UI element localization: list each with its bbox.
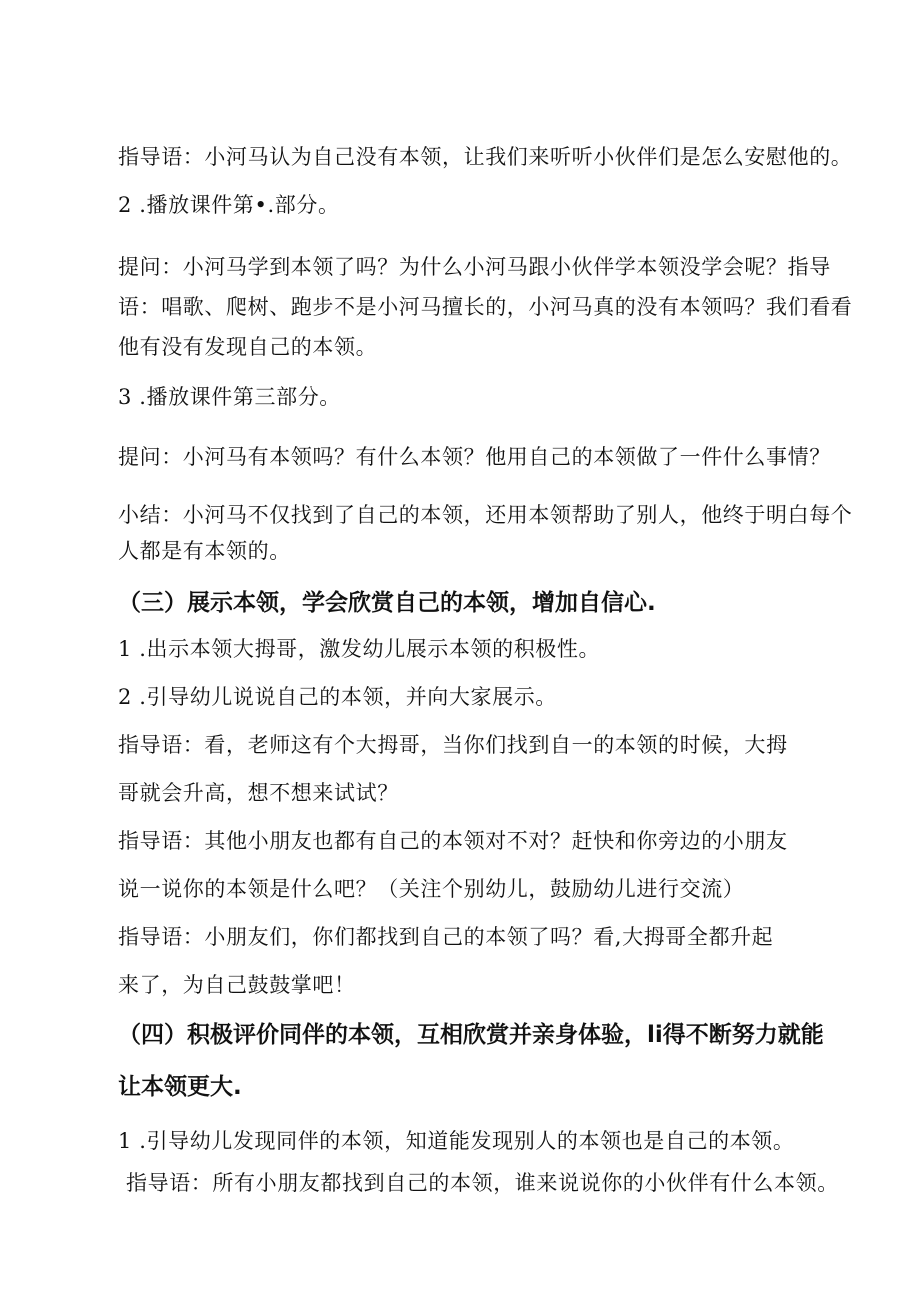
step-line: 3 .播放课件第三部分。 (118, 385, 341, 409)
guide-speech-line: 指导语：小朋友们，你们都找到自己的本领了吗？看,大拇哥全都升起 (118, 925, 774, 949)
guide-speech-line: 说一说你的本领是什么吧？（关注个别幼儿，鼓励幼儿进行交流） (118, 877, 745, 901)
summary-line: 小结：小河马不仅找到了自己的本领，还用本领帮助了别人，他终于明白每个 (118, 503, 853, 527)
step-line: 1 .出示本领大拇哥，激发幼儿展示本领的积极性。 (118, 637, 601, 661)
section-heading: （三）展示本领，学会欣赏自己的本领，增加自信心. (118, 590, 656, 616)
section-heading: （四）积极评价同伴的本领，互相欣赏并亲身体验，li得不断努力就能 (118, 1022, 824, 1048)
guide-speech-line: 指导语：所有小朋友都找到自己的本领，谁来说说你的小伙伴有什么本领。 (126, 1171, 839, 1195)
step-line: 1 .引导幼儿发现同伴的本领，知道能发现别人的本领也是自己的本领。 (118, 1129, 795, 1153)
guide-speech-line: 指导语：小河马认为自己没有本领，让我们来听听小伙伴们是怎么安慰他的。 (118, 145, 853, 169)
question-line: 他有没有发现自己的本领。 (118, 335, 378, 359)
step-line: 2 .引导幼儿说说自己的本领，并向大家展示。 (118, 685, 557, 709)
section-heading: 让本领更大. (118, 1074, 242, 1100)
guide-speech-line: 来了，为自己鼓鼓掌吧！ (118, 973, 356, 997)
summary-line: 人都是有本领的。 (118, 539, 291, 563)
guide-speech-line: 哥就会升高，想不想来试试？ (118, 781, 399, 805)
step-line: 2 .播放课件第•.部分。 (118, 193, 340, 217)
question-line: 语：唱歌、爬树、跑步不是小河马擅长的，小河马真的没有本领吗？我们看看 (118, 295, 853, 319)
guide-speech-line: 指导语：其他小朋友也都有自己的本领对不对？赶快和你旁边的小朋友 (118, 829, 788, 853)
question-line: 提问：小河马有本领吗？有什么本领？他用自己的本领做了一件什么事情？ (118, 445, 831, 469)
guide-speech-line: 指导语：看，老师这有个大拇哥，当你们找到自一的本领的时候，大拇 (118, 733, 788, 757)
question-line: 提问：小河马学到本领了吗？为什么小河马跟小伙伴学本领没学会呢？指导 (118, 255, 831, 279)
